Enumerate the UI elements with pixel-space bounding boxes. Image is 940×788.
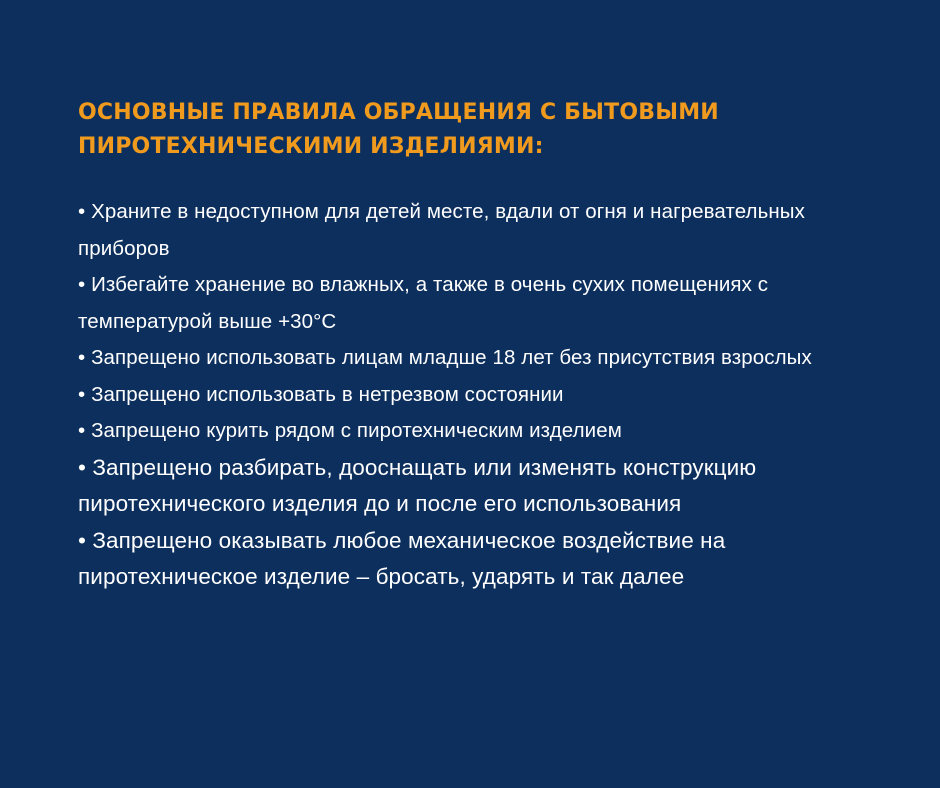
rule-text: Избегайте хранение во влажных, а также в очень сухих помещениях с температурой выше +30°C: [78, 273, 769, 333]
bullet: •: [78, 273, 92, 296]
bullet: •: [78, 382, 92, 406]
list-item: [78, 267, 878, 340]
rule-text: Запрещено курить рядом с пиротехническим изделием: [91, 419, 622, 442]
list-item: [78, 450, 878, 523]
list-item: [78, 340, 878, 377]
rule-text: Запрещено использовать лицам младше 18 лет без присутствия взрослых: [91, 346, 812, 369]
bullet: •: [78, 527, 93, 553]
page-title: ОСНОВНЫЕ ПРАВИЛА ОБРАЩЕНИЯ С БЫТОВЫМИ ПИРОТЕХНИЧЕСКИМИ ИЗДЕЛИЯМИ:: [78, 100, 719, 159]
rule-text: Запрещено оказывать любое механическое воздействие на пиротехническое изделие – бросать, ударять и так далее: [78, 527, 726, 589]
bullet: •: [78, 454, 93, 480]
rules-list: [78, 194, 878, 596]
rule-text: Запрещено использовать в нетрезвом состоянии: [91, 382, 564, 406]
bullet: •: [78, 419, 92, 442]
list-item: [78, 194, 878, 267]
rules-card: [78, 96, 878, 596]
bullet: •: [78, 346, 92, 369]
bullet: •: [78, 200, 92, 223]
rule-text: Запрещено разбирать, дооснащать или изменять конструкцию пиротехнического изделия до и после его использования: [78, 454, 757, 516]
list-item: [78, 413, 878, 450]
rule-text: Храните в недоступном для детей месте, вдали от огня и нагревательных приборов: [78, 200, 805, 260]
list-item: [78, 523, 878, 596]
list-item: [78, 377, 878, 414]
